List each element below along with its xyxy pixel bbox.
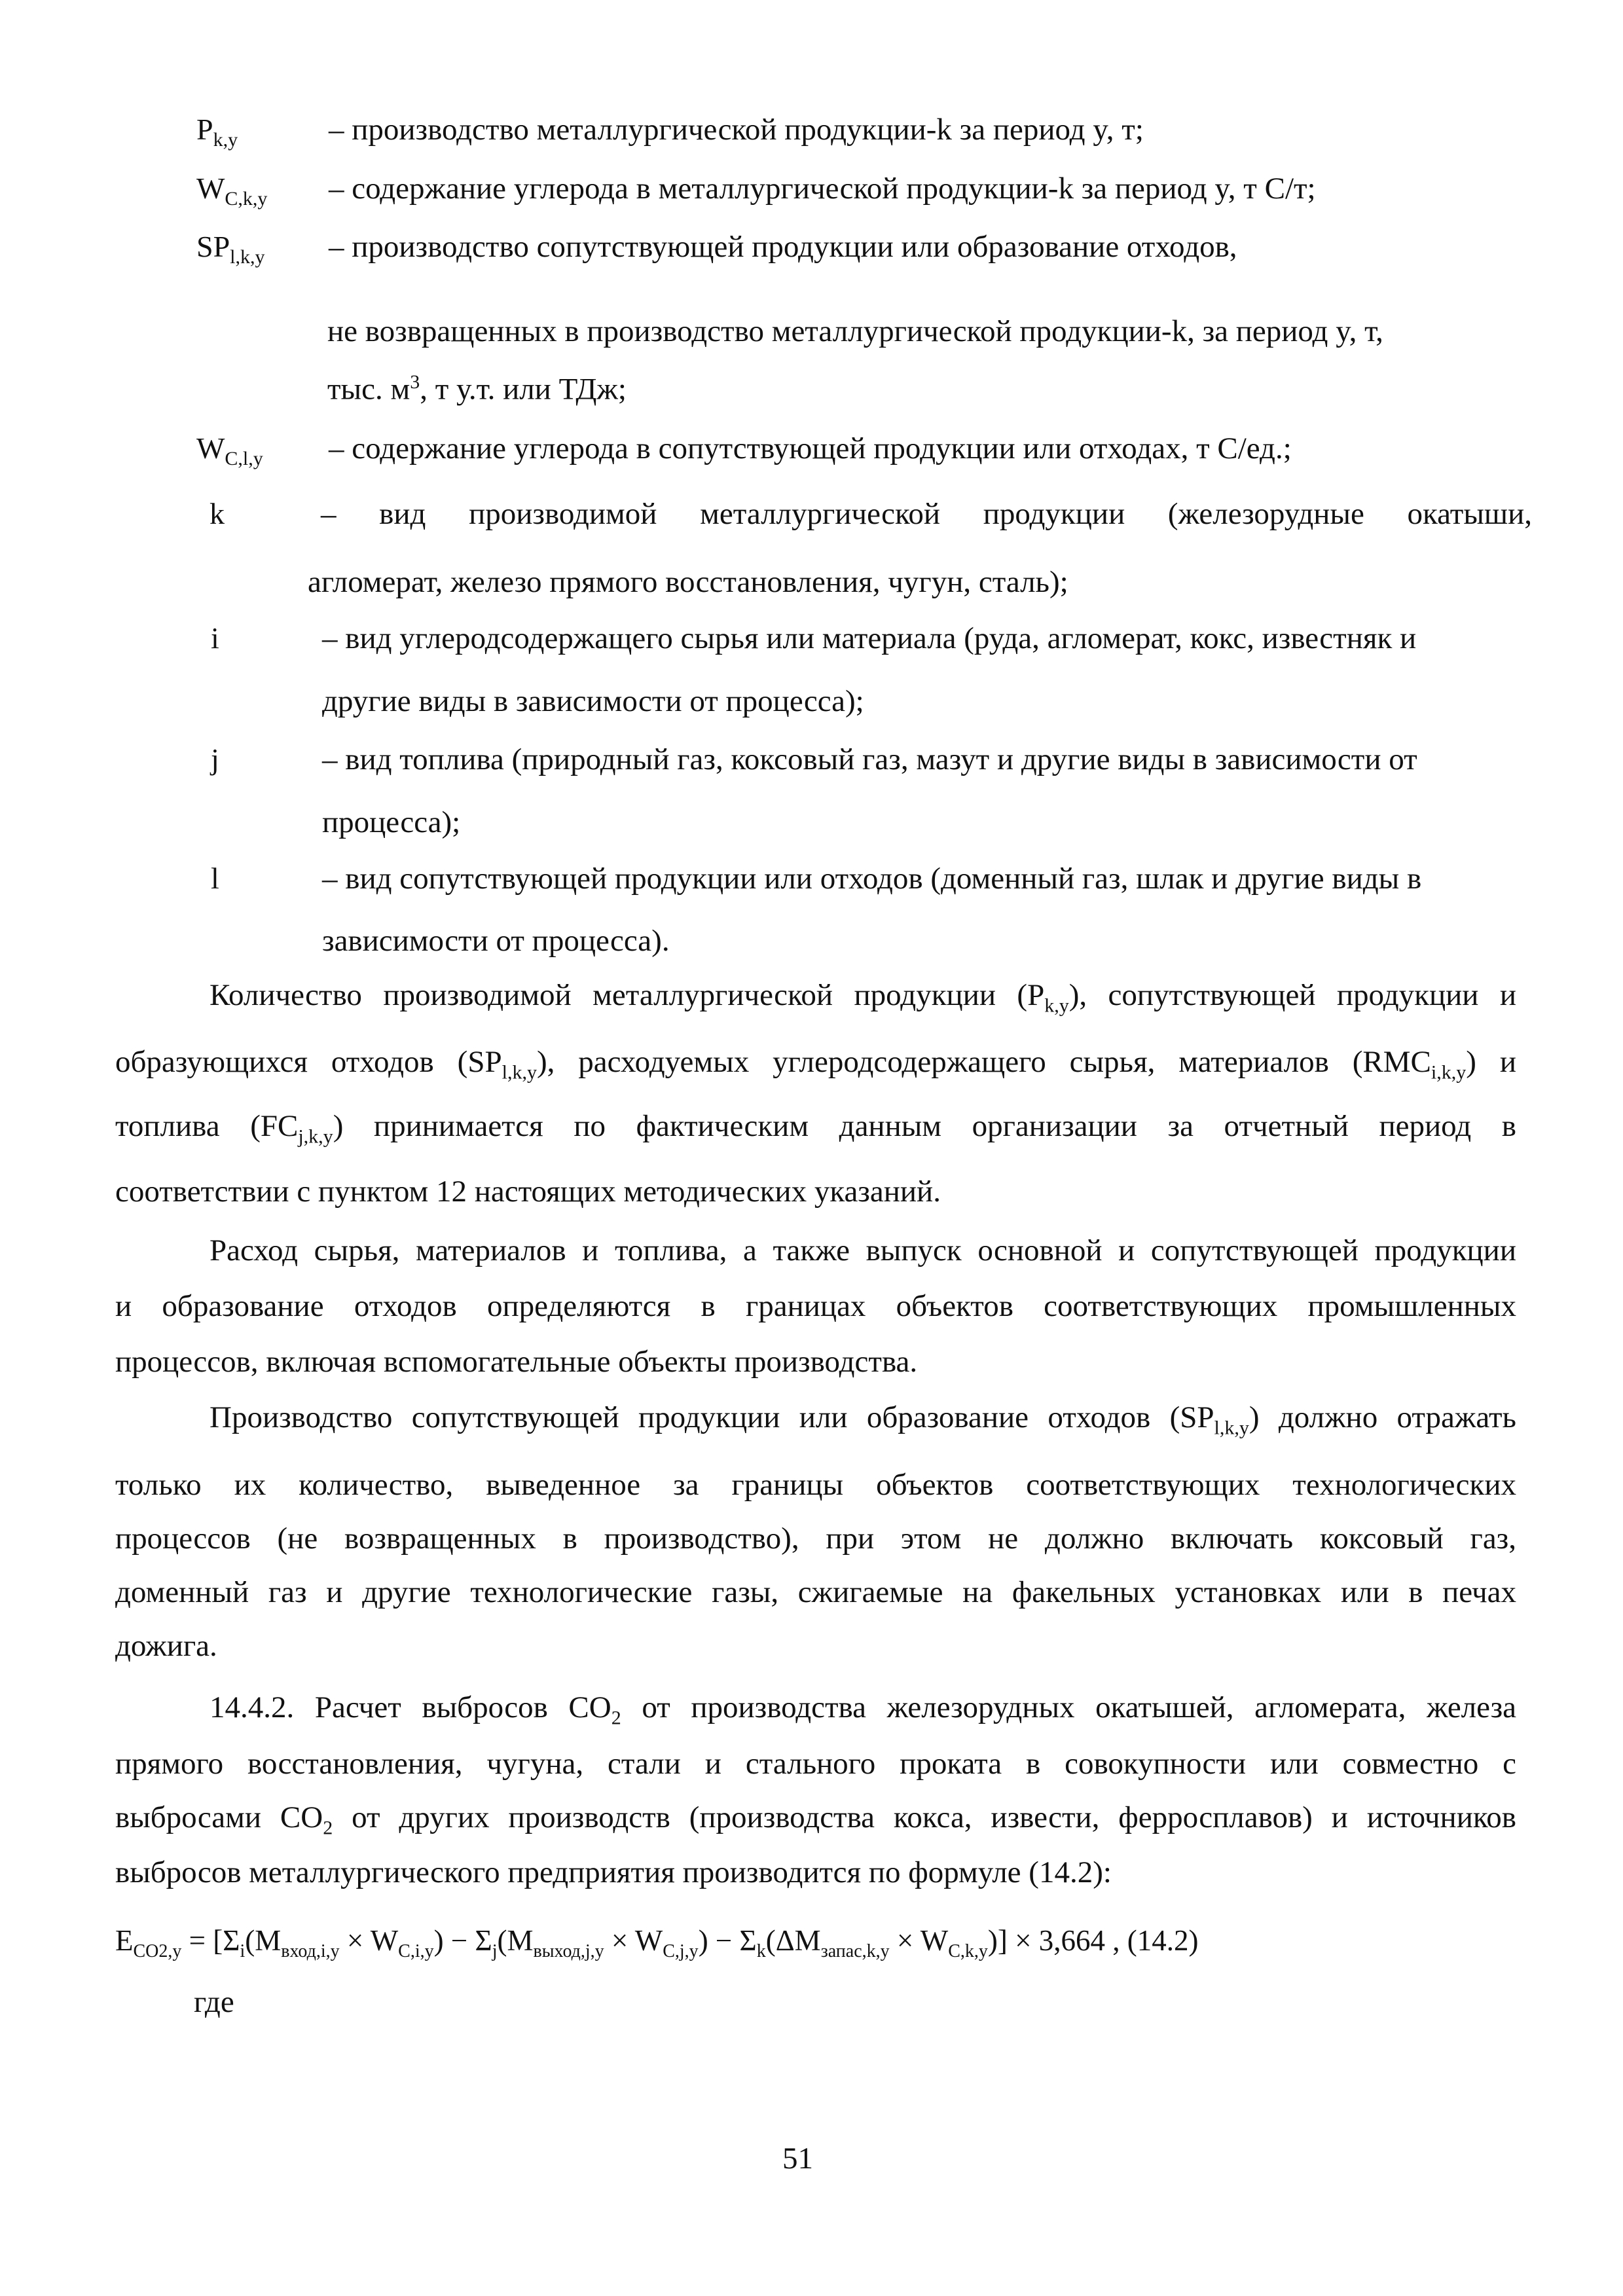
paragraph-line: только их количество, выведенное за границы объектов соответствующих технологических <box>115 1468 1516 1502</box>
definition-symbol: l <box>211 862 219 895</box>
paragraph-line: Количество производимой металлургической продукции $(P_{k,y})$, сопутствующей продукции и <box>210 978 1516 1017</box>
definition-i <box>196 619 1532 665</box>
paragraph-line: и образование отходов определяются в границах объектов соответствующих промышленных <box>115 1289 1516 1323</box>
paragraph-line: топлива $(FC_{j,k,y})$ принимается по фактическим данным организации за отчетный период в <box>115 1109 1516 1148</box>
paragraph-line: дожига. <box>115 1629 217 1663</box>
paragraph-line: прямого восстановления, чугуна, стали и стального проката в совокупности или совместно с <box>115 1747 1516 1781</box>
paragraph-line: 14.4.2. Расчет выбросов $CO_2$ от производства железорудных окатышей, агломерата, железа <box>210 1690 1516 1729</box>
definition-symbol: $W_{C,l,y}$ <box>196 431 263 470</box>
definition-text: – вид углеродсодержащего сырья или материала (руда, агломерат, кокс, известняк и <box>322 621 1417 655</box>
definition-symbol: k <box>210 497 225 530</box>
definition-text: – вид топлива (природный газ, коксовый газ, мазут и другие виды в зависимости от <box>322 742 1417 776</box>
definition-continuation: другие виды в зависимости от процесса); <box>322 684 864 718</box>
definition-symbol: i <box>211 621 219 655</box>
paragraph-line: процессов, включая вспомогательные объекты производства. <box>115 1345 918 1379</box>
definition-text: – производство сопутствующей продукции или образование отходов, <box>329 230 1237 264</box>
definition-continuation: зависимости от процесса). <box>322 924 670 958</box>
definition-continuation: агломерат, железо прямого восстановления, чугун, сталь); <box>308 565 1068 599</box>
definition-j <box>196 740 1532 786</box>
definition-symbol: $P_{k,y}$ <box>196 113 238 151</box>
definition-symbol: j <box>211 742 219 776</box>
definition-p-k-y <box>196 110 1532 156</box>
formula-14-2: $E_{CO2,y} = [\Sigma_i(M_{вход,i,y} \times W_{C,i,y}) - \Sigma_j(M_{выход,j,y} \times W_{C,j,y}) - \Sigma_k(\Delta M_{запас,k,y} \times W_{C,k,y})] \times 3,664$ , (14.2) <box>115 1924 1199 1961</box>
definition-text: – содержание углерода в сопутствующей продукции или отходах, т С/ед.; <box>329 431 1292 465</box>
definition-symbol: $W_{C,k,y}$ <box>196 172 268 210</box>
where-label: где <box>194 1985 234 2019</box>
paragraph-line: образующихся отходов $(SP_{l,k,y})$, расходуемых углеродсодержащего сырья, материалов $(RMC_{i,k,y})$ и <box>115 1045 1516 1084</box>
definition-text: – содержание углерода в металлургической продукции-k за период y, т С/т; <box>329 172 1316 206</box>
definition-l <box>196 859 1532 905</box>
page-number: 51 <box>782 2141 813 2176</box>
definition-continuation: тыс. $м^3$, т у.т. или ТДж; <box>327 371 627 407</box>
definition-text: – производство металлургической продукции-k за период y, т; <box>329 113 1144 147</box>
paragraph-line: выбросами $CO_2$ от других производств (производства кокса, извести, ферросплавов) и источников <box>115 1800 1516 1839</box>
definition-text: – вид сопутствующей продукции или отходов (доменный газ, шлак и другие виды в <box>322 862 1422 896</box>
paragraph-line: Производство сопутствующей продукции или образование отходов $(SP_{l,k,y})$ должно отражать <box>210 1400 1516 1439</box>
definition-continuation: не возвращенных в производство металлургической продукции-k, за период y, т, <box>327 314 1383 348</box>
definition-symbol: $SP_{l,k,y}$ <box>196 230 265 268</box>
definition-w-c-k-y <box>196 169 1532 215</box>
paragraph-line: Расход сырья, материалов и топлива, а также выпуск основной и сопутствующей продукции <box>210 1233 1516 1267</box>
paragraph-line: доменный газ и другие технологические газы, сжигаемые на факельных установках или в печах <box>115 1575 1516 1609</box>
paragraph-line: соответствии с пунктом 12 настоящих методических указаний. <box>115 1175 941 1209</box>
definition-sp-l-k-y <box>196 227 1532 273</box>
definition-k <box>196 494 1532 540</box>
definition-w-c-l-y <box>196 429 1532 475</box>
paragraph-line: процессов (не возвращенных в производство), при этом не должно включать коксовый газ, <box>115 1522 1516 1556</box>
definition-continuation: процесса); <box>322 805 461 839</box>
definition-text: – вид производимой металлургической продукции (железорудные окатыши, <box>321 497 1532 531</box>
paragraph-line: выбросов металлургического предприятия производится по формуле (14.2): <box>115 1855 1112 1889</box>
